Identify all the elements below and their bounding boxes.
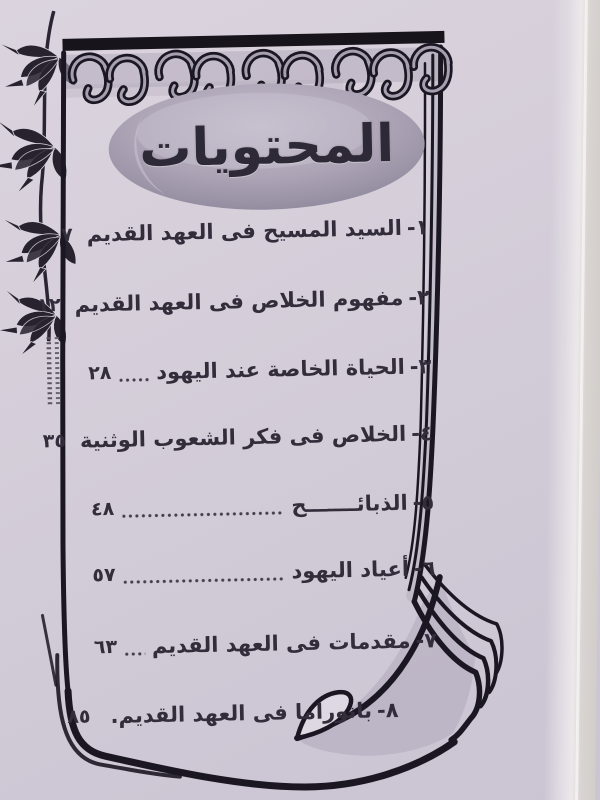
- toc-entry: [81, 550, 436, 593]
- entry-title: مفهوم الخلاص فى العهد القديم: [74, 285, 404, 317]
- toc-entry: [42, 415, 433, 458]
- page-title: المحتويات: [138, 113, 395, 180]
- toc-entry: [80, 484, 435, 527]
- entry-title: مقدمات فى العهد القديم: [151, 628, 411, 659]
- entry-number: ٤-: [410, 421, 433, 446]
- entry-number: ١-: [406, 215, 429, 240]
- toc-entry: [77, 348, 432, 391]
- toc-entry: [83, 622, 438, 665]
- page-number: ٥٧: [92, 563, 116, 587]
- entry-number: ٥-: [412, 490, 435, 515]
- entry-title: أعياد اليهود: [291, 556, 410, 584]
- entry-title: الخلاص فى فكر الشعوب الوثنية: [79, 421, 407, 453]
- toc-entry: [67, 692, 399, 734]
- entry-number: ٣-: [409, 354, 432, 379]
- dotted-leader: [124, 651, 145, 656]
- dotted-leader: [98, 721, 104, 726]
- entry-title: الذبائـــــــح: [291, 490, 408, 518]
- page-number: ٣٥: [42, 429, 67, 453]
- toc-entry: [60, 209, 429, 252]
- dotted-leader: [123, 576, 285, 584]
- entry-title: السيد المسيح فى العهد القديم: [86, 215, 403, 247]
- entry-number: ٧-: [415, 628, 438, 653]
- entry-title: الحياة الخاصة عند اليهود: [155, 354, 406, 385]
- entry-title: بانوراما فى العهد القديم.: [110, 698, 373, 729]
- entry-number: ٢-: [408, 285, 431, 310]
- page-number: ٧: [60, 223, 73, 246]
- entry-number: ٨-: [376, 698, 399, 723]
- dotted-leader: [118, 377, 149, 383]
- toc-entry: [37, 279, 431, 322]
- page-number: ١٢: [37, 293, 61, 317]
- page-number: ٢٨: [87, 361, 112, 385]
- page-number: ٤٨: [90, 497, 115, 521]
- page-number: ٦٣: [93, 635, 118, 659]
- page-number: ٨٥: [67, 705, 91, 728]
- dotted-leader: [121, 510, 284, 518]
- entry-number: ٦-: [413, 556, 436, 581]
